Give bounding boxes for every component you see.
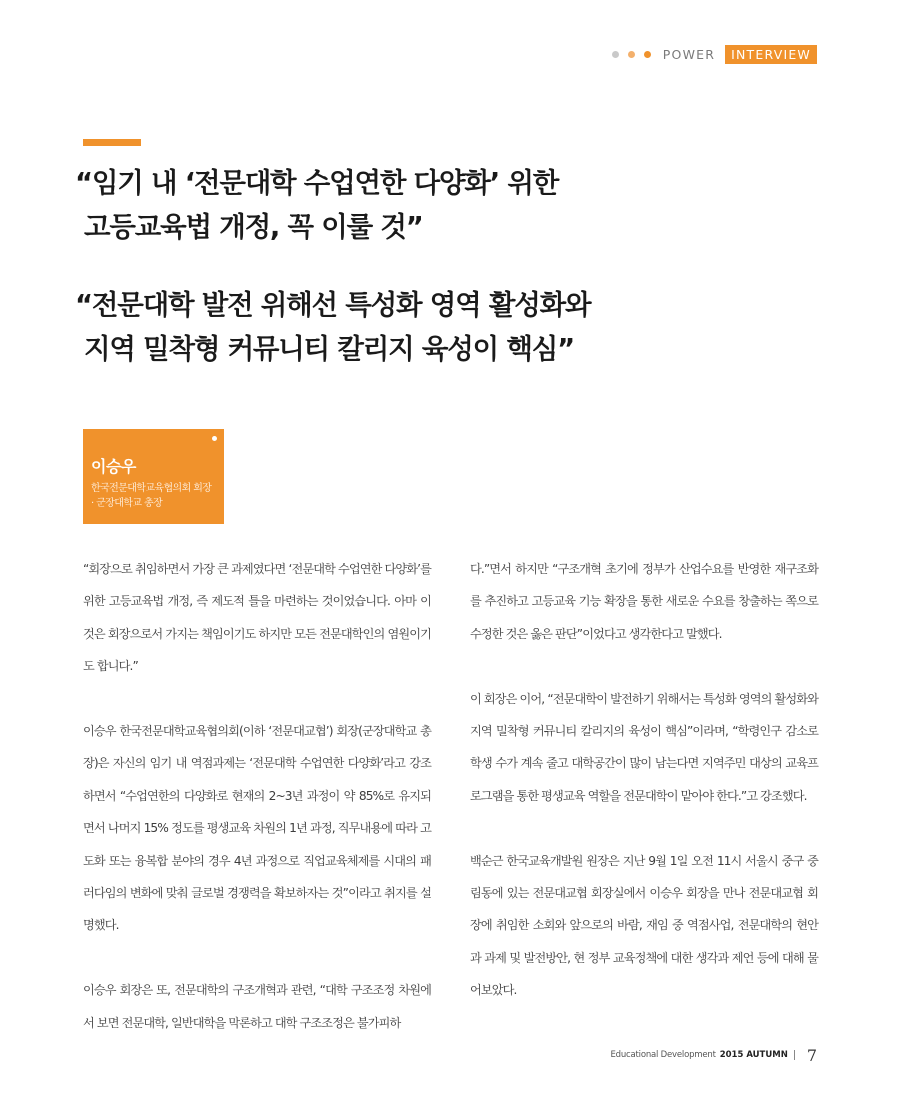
paragraph: 다.”면서 하지만 “구조개혁 초기에 정부가 산업수요를 반영한 재구조화를 추진하고 고등교육 기능 확장을 통한 새로운 수요를 창출하는 쪽으로 수정한 것은 옳은 판단”이었다고 생각한다고 말했다. (470, 562, 818, 641)
profile-role-line2: · 군장대학교 총장 (91, 498, 163, 509)
publication-name: Educational Development (610, 1050, 716, 1060)
profile-role (91, 481, 216, 511)
accent-bar (83, 139, 141, 146)
body-column-right (470, 553, 818, 1039)
headline-secondary-line2: 지역 밀착형 커뮤니티 칼리지 육성이 핵심” (84, 333, 574, 365)
footer-divider (794, 1050, 795, 1060)
orange-dot-icon (644, 51, 651, 58)
headline-secondary (75, 283, 815, 371)
section-label: POWER (662, 46, 716, 62)
paragraph: 백순근 한국교육개발원 원장은 지난 9월 1일 오전 11시 서울시 중구 중림동에 있는 전문대교협 회장실에서 이승우 회장을 만나 전문대교협 회장에 취임한 소회와 앞으로의 바람, 재임 중 역점사업, 전문대학의 현안과 과제 및 발전방안, 현 정부 교육정책에 대한 생각과 제언 등에 대해 물어보았다. (470, 853, 818, 998)
issue-season: 2015 AUTUMN (719, 1050, 788, 1060)
page-footer (610, 1045, 817, 1065)
headline-primary-line1: “임기 내 ‘전문대학 수업연한 다양화’ 위한 (75, 167, 559, 199)
section-tag: INTERVIEW (725, 45, 817, 64)
profile-role-line1: 한국전문대학교육협의회 회장 (91, 483, 212, 494)
paragraph: “회장으로 취임하면서 가장 큰 과제였다면 ‘전문대학 수업연한 다양화’를 위한 고등교육법 개정, 즉 제도적 틀을 마련하는 것이었습니다. 아마 이것은 회장으로서 가지는 책임이기도 하지만 모든 전문대학인의 염원이기도 합니다.” (83, 562, 431, 674)
section-header (612, 44, 817, 64)
page-number: 7 (806, 1045, 817, 1065)
paragraph: 이승우 회장은 또, 전문대학의 구조개혁과 관련, “대학 구조조정 차원에서 보면 전문대학, 일반대학을 막론하고 대학 구조조정은 불가피하 (83, 983, 431, 1030)
light-orange-dot-icon (628, 51, 635, 58)
body-column-left (83, 553, 431, 1071)
grey-dot-icon (612, 51, 619, 58)
profile-name: 이승우 (91, 457, 136, 476)
paragraph: 이승우 한국전문대학교육협의회(이하 ‘전문대교협’) 회장(군장대학교 총장)은 자신의 임기 내 역점과제는 ‘전문대학 수업연한 다양화’라고 강조하면서 “수업연한의 다양화로 현재의 2~3년 과정이 약 85%로 유지되면서 나머지 15% 정도를 평생교육 차원의 1년 과정, 직무내용에 따라 고도화 또는 융복합 분야의 경우 4년 과정으로 직업교육체제를 시대의 패러다임의 변화에 맞춰 글로벌 경쟁력을 확보하자는 것”이라고 취지를 설명했다. (83, 724, 431, 933)
headline-primary (75, 161, 815, 249)
headline-secondary-line1: “전문대학 발전 위해선 특성화 영역 활성화와 (75, 289, 591, 321)
paragraph: 이 회장은 이어, “전문대학이 발전하기 위해서는 특성화 영역의 활성화와 지역 밀착형 커뮤니티 칼리지의 육성이 핵심”이라며, “학령인구 감소로 학생 수가 계속 줄고 대학공간이 많이 남는다면 지역주민 대상의 교육프로그램을 통한 평생교육 역할을 전문대학이 맡아야 한다.”고 강조했다. (470, 691, 818, 803)
profile-box (83, 429, 224, 524)
headline-primary-line2: 고등교육법 개정, 꼭 이룰 것” (84, 211, 423, 243)
white-dot-icon (212, 436, 217, 441)
